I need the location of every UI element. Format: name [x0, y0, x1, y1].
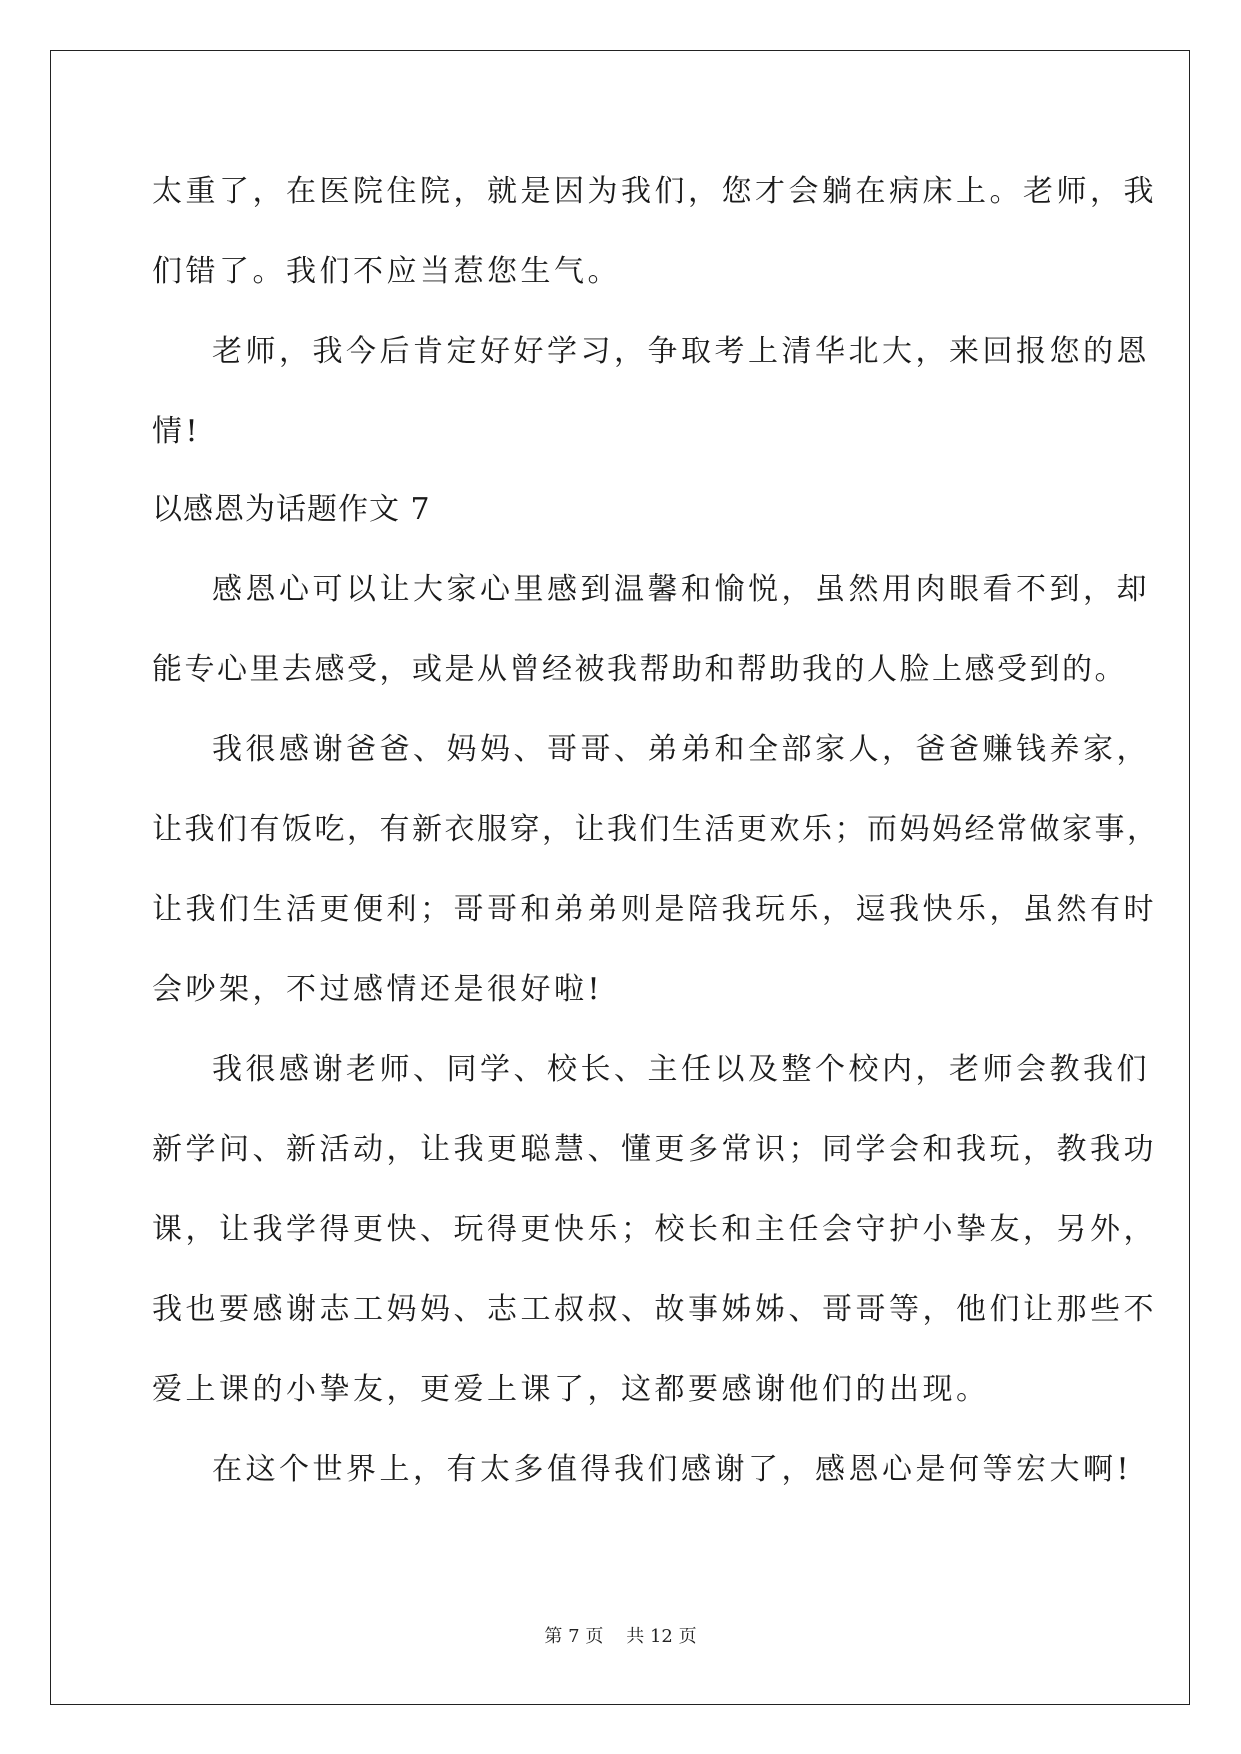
text-line: 情!: [152, 414, 202, 449]
paragraph-start-line: 我很感谢老师、同学、校长、主任以及整个校内，老师会教我们: [212, 1052, 1150, 1087]
page-number: 第 7 页: [544, 1626, 604, 1647]
text-line: 能专心里去感受，或是从曾经被我帮助和帮助我的人脸上感受到的。: [152, 652, 1127, 687]
text-line: 课，让我学得更快、玩得更快乐；校长和主任会守护小挚友，另外，: [152, 1212, 1157, 1247]
text-line: 让我们生活更便利；哥哥和弟弟则是陪我玩乐，逗我快乐，虽然有时: [152, 892, 1157, 927]
text-line: 爱上课的小挚友，更爱上课了，这都要感谢他们的出现。: [152, 1372, 990, 1407]
footer-spacer: [603, 1626, 626, 1647]
text-line: 新学问、新活动，让我更聪慧、懂更多常识；同学会和我玩，教我功: [152, 1132, 1157, 1167]
paragraph-start-line: 在这个世界上，有太多值得我们感谢了，感恩心是何等宏大啊!: [212, 1452, 1133, 1487]
page-total: 共 12 页: [626, 1626, 697, 1647]
text-line: 我也要感谢志工妈妈、志工叔叔、故事姊姊、哥哥等，他们让那些不: [152, 1292, 1157, 1327]
section-heading: 以感恩为话题作文 7: [152, 492, 431, 527]
paragraph-start-line: 感恩心可以让大家心里感到温馨和愉悦，虽然用肉眼看不到，却: [212, 572, 1150, 607]
paragraph-start-line: 老师，我今后肯定好好学习，争取考上清华北大，来回报您的恩: [212, 334, 1150, 369]
paragraph-start-line: 我很感谢爸爸、妈妈、哥哥、弟弟和全部家人，爸爸赚钱养家，: [212, 732, 1150, 767]
text-line: 让我们有饭吃，有新衣服穿，让我们生活更欢乐；而妈妈经常做家事，: [152, 812, 1160, 847]
text-line: 会吵架，不过感情还是很好啦!: [152, 972, 604, 1007]
text-line: 太重了，在医院住院，就是因为我们，您才会躺在病床上。老师，我: [152, 174, 1157, 209]
page-footer: [0, 1626, 1241, 1648]
text-line: 们错了。我们不应当惹您生气。: [152, 254, 621, 289]
